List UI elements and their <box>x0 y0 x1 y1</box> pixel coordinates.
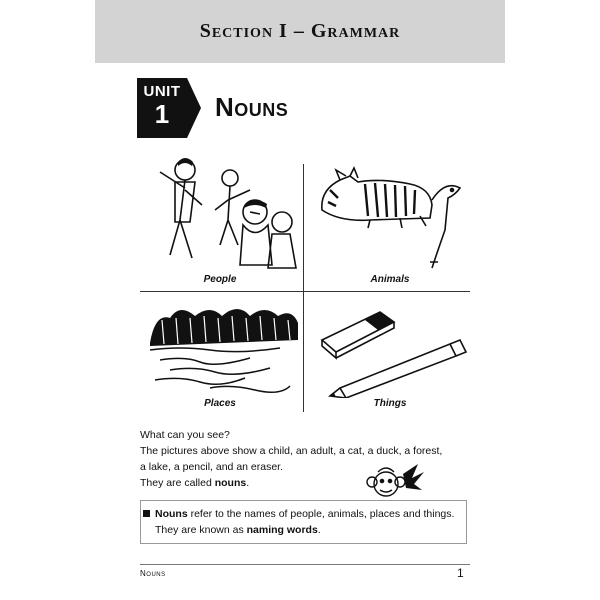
eraser-pencil-illustration-icon <box>310 298 470 398</box>
definition-segment: refer to the names of people, animals, places and things. <box>187 508 455 520</box>
body-line: What can you see? <box>140 429 230 441</box>
section-header <box>95 0 505 63</box>
unit-label: UNIT <box>143 83 181 100</box>
section-title: Section I – Grammar <box>199 20 401 42</box>
footer-divider <box>140 564 470 565</box>
caption-people: People <box>203 274 237 285</box>
animals-cell <box>310 150 470 285</box>
grid-divider-vertical <box>303 164 304 412</box>
definition-box <box>140 500 467 544</box>
tiger-duck-illustration-icon <box>310 150 470 275</box>
bold-term: Nouns <box>155 508 188 520</box>
places-cell <box>140 298 300 428</box>
body-text-segment: . <box>246 477 250 489</box>
bullet-square-icon <box>143 510 150 517</box>
footer-label: Nouns <box>140 569 166 578</box>
intro-paragraph <box>140 427 480 491</box>
caption-places: Places <box>204 398 236 409</box>
things-cell <box>310 298 470 428</box>
grid-divider-horizontal <box>140 291 470 292</box>
book-page <box>95 0 505 600</box>
people-cell <box>140 150 300 285</box>
page-number: 1 <box>457 566 464 580</box>
unit-badge <box>137 78 187 138</box>
bold-term: naming words <box>246 524 318 536</box>
body-line: a lake, a pencil, and an eraser. <box>140 461 284 473</box>
illustration-grid <box>140 150 470 415</box>
unit-number: 1 <box>154 99 170 129</box>
forest-lake-illustration-icon <box>140 298 300 398</box>
caption-things: Things <box>373 398 407 409</box>
monkey-mascot-icon <box>348 462 428 502</box>
body-line: The pictures above show a child, an adult, a cat, a duck, a forest, <box>140 445 443 457</box>
definition-text <box>155 506 460 538</box>
definition-segment: They are known as <box>155 524 247 536</box>
body-line <box>140 475 480 491</box>
bold-term: nouns <box>214 477 247 489</box>
body-text-segment: They are called <box>140 477 215 489</box>
unit-title: Nouns <box>215 92 289 122</box>
definition-segment: . <box>317 524 321 536</box>
people-illustration-icon <box>140 150 300 275</box>
caption-animals: Animals <box>370 274 410 285</box>
